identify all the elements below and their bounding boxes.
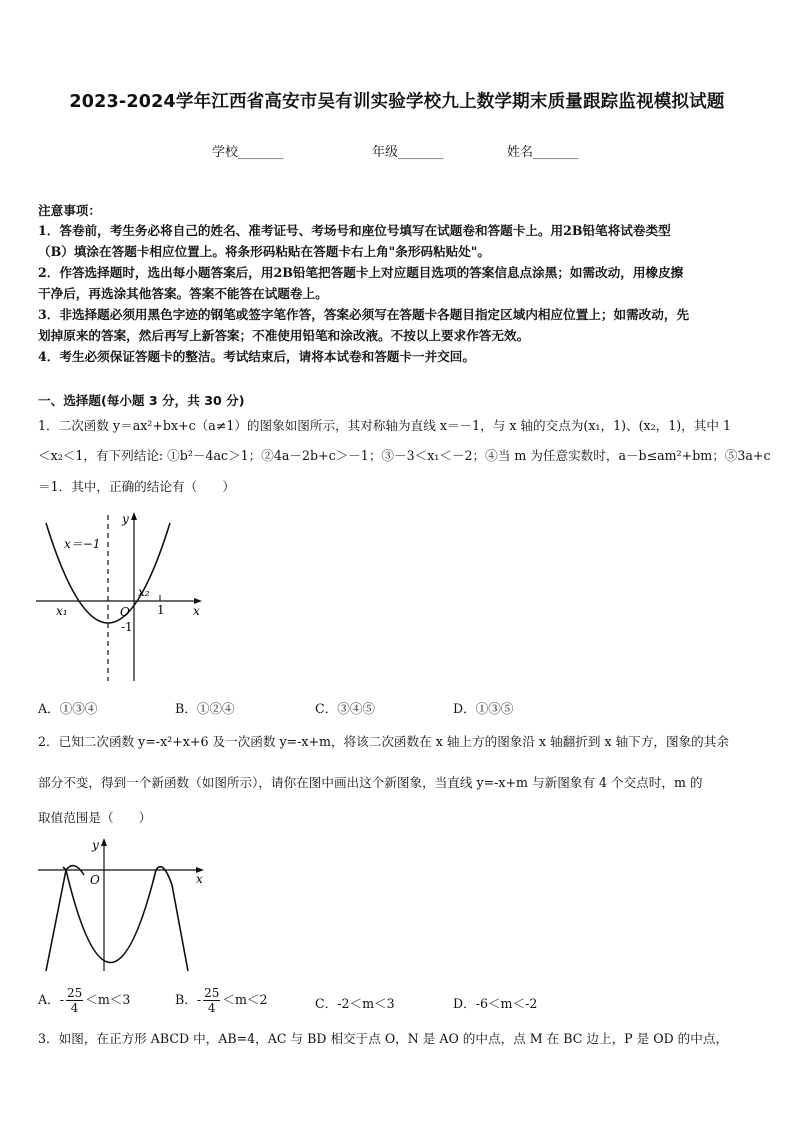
q1-graph — [36, 505, 216, 685]
notice-line: 2．作答选择题时，选出每小题答案后，用2B铅笔把答题卡上对应题目选项的答案信息点涂黑；如需改动，用橡皮擦 — [38, 265, 684, 280]
q2-line: 2．已知二次函数 y=-x²+x+6 及一次函数 y=-x+m，将该二次函数在 x 轴上方的图象沿 x 轴翻折到 x 轴下方，图象的其余 — [38, 734, 729, 749]
y-axis-label: y — [92, 838, 99, 852]
notice-line: 划掉原来的答案，然后再写上新答案；不准使用铅笔和涂改液。不按以上要求作答无效。 — [38, 328, 530, 343]
q2-option-d: D．-6＜m＜-2 — [453, 996, 538, 1011]
q2-option-b: B．- $\frac{25}{4}$ ＜m＜2 — [175, 986, 268, 1015]
q1-line: 1．二次函数 y＝ax²+bx+c（a≠1）的图象如图所示，其对称轴为直线 x＝－1，与 x 轴的交点为(x₁，1)、(x₂，1)，其中 1 — [38, 418, 731, 433]
notice-line: 4．考生必须保证答题卡的整洁。考试结束后，请将本试卷和答题卡一并交回。 — [38, 349, 475, 364]
q2-line: 部分不变，得到一个新函数（如图所示），请你在图中画出这个新图象，当直线 y=-x+m 与新图象有 4 个交点时，m 的 — [38, 775, 703, 790]
notice-line: 3．非选择题必须用黑色字迹的钢笔或签字笔作答，答案必须写在答题卡各题目指定区域内相应位置上；如需改动，先 — [38, 307, 690, 322]
q2-line: 取值范围是（ ） — [38, 810, 152, 825]
notice-heading: 注意事项： — [38, 203, 101, 218]
q1-option-a: A．①③④ — [38, 701, 98, 716]
origin-label: O — [90, 873, 100, 887]
x-axis-label: x — [193, 604, 200, 618]
q1-option-c: C．③④⑤ — [315, 701, 376, 716]
x-axis-label: x — [196, 872, 203, 886]
q3-line: 3．如图，在正方形 ABCD 中，AB=4，AC 与 BD 相交于点 O，N 是 AO 的中点，点 M 在 BC 边上，P 是 OD 的中点， — [38, 1031, 729, 1046]
y-axis-label: y — [122, 512, 129, 526]
one-label: 1 — [157, 603, 165, 617]
notice-line: 1．答卷前，考生务必将自己的姓名、准考证号、考场号和座位号填写在试题卷和答题卡上。用2B铅笔将试卷类型 — [38, 223, 671, 238]
school-field: 学校_______ — [212, 145, 284, 160]
name-field: 姓名_______ — [507, 145, 579, 160]
section-heading: 一、选择题(每小题 3 分，共 30 分) — [38, 393, 245, 408]
q1-line: ＝1．其中，正确的结论有（ ） — [38, 479, 235, 494]
q1-option-b: B．①②④ — [175, 701, 235, 716]
notice-line: 干净后，再选涂其他答案。答案不能答在试题卷上。 — [38, 286, 328, 301]
notice-line: （B）填涂在答题卡相应位置上。将条形码粘贴在答题卡右上角"条形码粘贴处"。 — [38, 244, 490, 259]
q2-option-a: A．- $\frac{25}{4}$ ＜m＜3 — [38, 986, 131, 1015]
neg-one-label: -1 — [121, 620, 133, 634]
grade-field: 年级_______ — [372, 145, 444, 160]
origin-label: O — [120, 605, 130, 619]
axis-of-symmetry-label: x＝−1 — [64, 537, 101, 551]
q2-graph — [36, 835, 211, 975]
q2-option-c: C．-2＜m＜3 — [315, 996, 395, 1011]
q1-option-d: D．①③⑤ — [453, 701, 514, 716]
q1-line: ＜x₂＜1，有下列结论: ①b²－4ac＞1；②4a－2b+c＞－1；③－3＜x₁＜－2；④当 m 为任意实数时，a－b≤am²+bm；⑤3a+c — [38, 448, 771, 463]
page-title: 2023-2024学年江西省高安市吴有训实验学校九上数学期末质量跟踪监视模拟试题 — [69, 92, 725, 112]
x1-label: x₁ — [56, 604, 68, 618]
x2-label: x₂ — [138, 585, 150, 599]
